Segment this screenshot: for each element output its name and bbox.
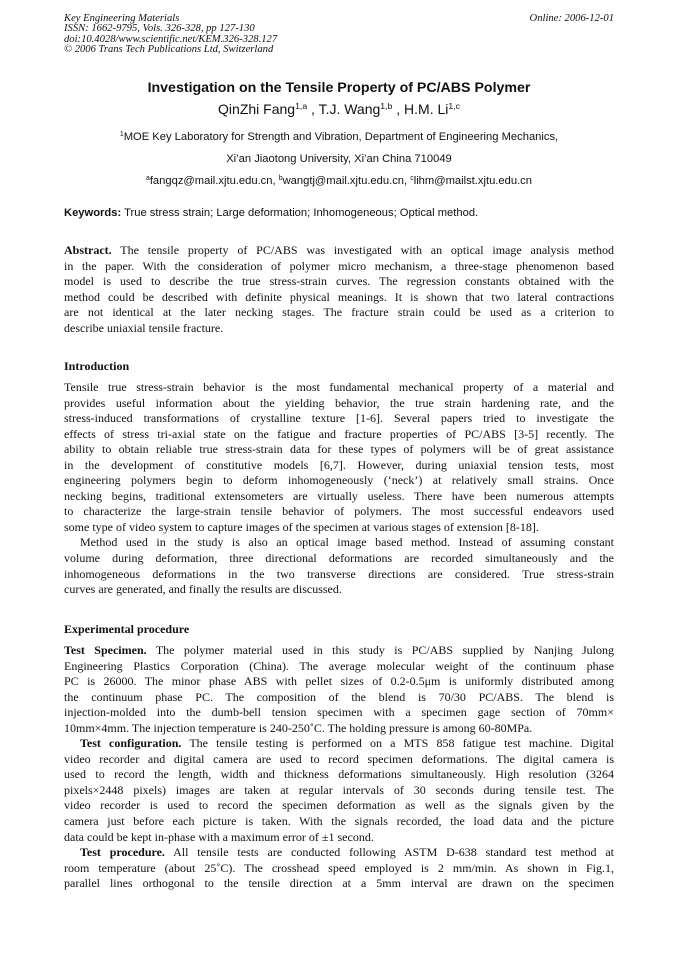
- text-line: curves are generated, and finally the results are discussed.: [64, 582, 342, 597]
- text-line: PC is 26000. The minor phase ABS with pellet sizes of 0.2-0.5μm is uniformly distributed among: [64, 674, 614, 689]
- affiliation-line-2: Xi’an Jiaotong University, Xi’an China 710049: [226, 153, 452, 165]
- text-line: to characterize the large-strain tensile behavior of polymers. The most successful endeavors used: [64, 504, 614, 519]
- email-address: wangtj@mail.xjtu.edu.cn,: [282, 175, 411, 187]
- abstract-line: describe uniaxial tensile fracture.: [64, 320, 224, 335]
- text-line: Test configuration. The tensile testing is performed on a MTS 858 fatigue test machine. Digital: [80, 736, 615, 751]
- abstract-line: Abstract. The tensile property of PC/ABS was investigated with an optical image analysis method: [64, 243, 614, 257]
- introduction-paragraph-1: [64, 380, 614, 598]
- affiliation-line-1: [0, 131, 678, 143]
- text-line: pixels×2448 pixels) images are taken at regular intervals of 30 seconds during tensile test. The: [64, 782, 614, 797]
- abstract-line: method could be described with definite physical meanings. It is shown that two lateral contractions: [64, 289, 614, 304]
- author-name: , H.M. Li: [396, 101, 449, 117]
- abstract-line: are not identical at the later necking stages. The fracture strain could be used as a criterion to: [64, 305, 614, 320]
- section-heading-experimental: Experimental procedure: [64, 622, 190, 636]
- abstract-label: Abstract.: [64, 243, 112, 257]
- subheading-test-procedure: Test procedure.: [80, 845, 165, 860]
- text-line: the continuum phase PC. The composition of the blend is 70/30 PC/ABS. The blend is: [64, 689, 614, 704]
- abstract: [64, 243, 614, 336]
- text-line: video recorder is used to record the specimen deformation as well as the signals given by the: [64, 798, 614, 813]
- email-address: lihm@mailst.xjtu.edu.cn: [413, 175, 533, 187]
- text-line: 10mm×4mm. The injection temperature is 240-250˚C. The holding pressure is among 60-80MPa.: [64, 720, 533, 735]
- email-mark: a: [145, 174, 150, 182]
- abstract-line: in the paper. With the consideration of polymer micro mechanism, a three-stage phenomenon based: [64, 258, 614, 273]
- author-name: QinZhi Fang: [218, 101, 296, 117]
- text-line: Method used in the study is also an optical image based method. Instead of assuming constant: [80, 535, 614, 550]
- journal-header: [64, 14, 277, 55]
- text-line: stress-induced transformations of crystalline texture [1-6]. Several papers tried to investigate the: [64, 411, 614, 426]
- text-line: Test Specimen. The polymer material used in this study is PC/ABS supplied by Nanjing Julong: [64, 643, 614, 657]
- keywords: [64, 207, 478, 219]
- text-line: in the development of constitutive models [6,7]. However, during uniaxial tension tests, most: [64, 457, 614, 472]
- text-line: inhomogeneous deformations in the two transverse directions are considered. True stress-strain: [64, 566, 614, 581]
- affiliation-mark: 1: [119, 130, 124, 138]
- text-line: parallel lines orthogonal to the tensile direction at a 5mm interval are drawn on the specimen: [64, 876, 614, 891]
- text-line: engineering polymers begin to deform inhomogeneously (‘neck’) at relatively small strains. Once: [64, 473, 614, 488]
- text-line: some type of video system to capture images of the specimen at various stages of extension [8-18].: [64, 519, 539, 534]
- author-name: , T.J. Wang: [311, 101, 381, 117]
- paper-title: Investigation on the Tensile Property of PC/ABS Polymer: [147, 80, 531, 96]
- keywords-text: True stress strain; Large deformation; Inhomogeneous; Optical method.: [121, 207, 479, 219]
- text-line: injection-molded into the dumb-bell tension specimen with a specimen gage section of 70mm×: [64, 705, 614, 720]
- text-line: Engineering Plastics Corporation (China). The average molecular weight of the continuum phase: [64, 658, 614, 673]
- author-affiliation-mark: 1,b: [380, 100, 393, 111]
- section-heading-introduction: Introduction: [64, 359, 130, 373]
- text-line: camera just before each picture is taken. With the signals recorded, the load data and the picture: [64, 814, 614, 829]
- email-mark: b: [278, 174, 283, 182]
- text-line: video recorder and digital camera are used to record specimen deformations. The digital camera is: [64, 751, 614, 766]
- keywords-label: Keywords:: [64, 207, 122, 219]
- issn-line: ISSN: 1662-9795, Vols. 326-328, pp 127-130: [64, 23, 255, 35]
- subheading-test-configuration: Test configuration.: [80, 736, 182, 751]
- journal-name: Key Engineering Materials: [64, 13, 180, 24]
- online-date: Online: 2006-12-01: [529, 13, 614, 24]
- text-line: room temperature (about 25˚C). The crosshead speed employed is 2 mm/min. As shown in Fig.1,: [64, 860, 614, 875]
- text-line: Tensile true stress-strain behavior is the most fundamental mechanical property of a material and: [64, 380, 614, 394]
- text-line: provides useful information about the yielding behavior, the true strain hardening rate, and the: [64, 395, 614, 410]
- author-affiliation-mark: 1,c: [448, 100, 460, 111]
- author-affiliation-mark: 1,a: [295, 100, 308, 111]
- author-line: [0, 101, 678, 117]
- subheading-test-specimen: Test Specimen.: [64, 643, 147, 657]
- text-line: Test procedure. All tensile tests are conducted following ASTM D-638 standard test method at: [80, 845, 614, 860]
- text-line: data could be kept in-phase with a maximum error of ±1 second.: [64, 829, 374, 844]
- text-line: effects of stress tri-axial state on the fatigue and fracture properties of PC/ABS [3-5] recently. The: [64, 426, 614, 441]
- text-line: used to record the length, width and thickness deformations simultaneously. High resolution (3264: [64, 767, 614, 782]
- text-line: necking begins, traditional extensometers are virtually useless. There have been numerous attempts: [64, 488, 614, 503]
- copyright-line: © 2006 Trans Tech Publications Ltd, Switzerland: [64, 43, 274, 55]
- affiliation-text: MOE Key Laboratory for Strength and Vibration, Department of Engineering Mechanics,: [123, 131, 559, 143]
- abstract-line: model is used to describe the true stress-strain curves. The regression constants obtained with the: [64, 274, 614, 289]
- email-address: fangqz@mail.xjtu.edu.cn,: [149, 175, 279, 187]
- email-line: [0, 175, 678, 187]
- experimental-body: [64, 643, 614, 892]
- doi-line: doi:10.4028/www.scientific.net/KEM.326-328.127: [64, 33, 278, 45]
- text-line: volume during deformation, three directional deformations are recorded simultaneously and the: [64, 551, 614, 566]
- email-mark: c: [410, 174, 414, 182]
- text-line: ability to obtain reliable true stress-strain data for these types of polymers will be of great assistance: [64, 442, 614, 457]
